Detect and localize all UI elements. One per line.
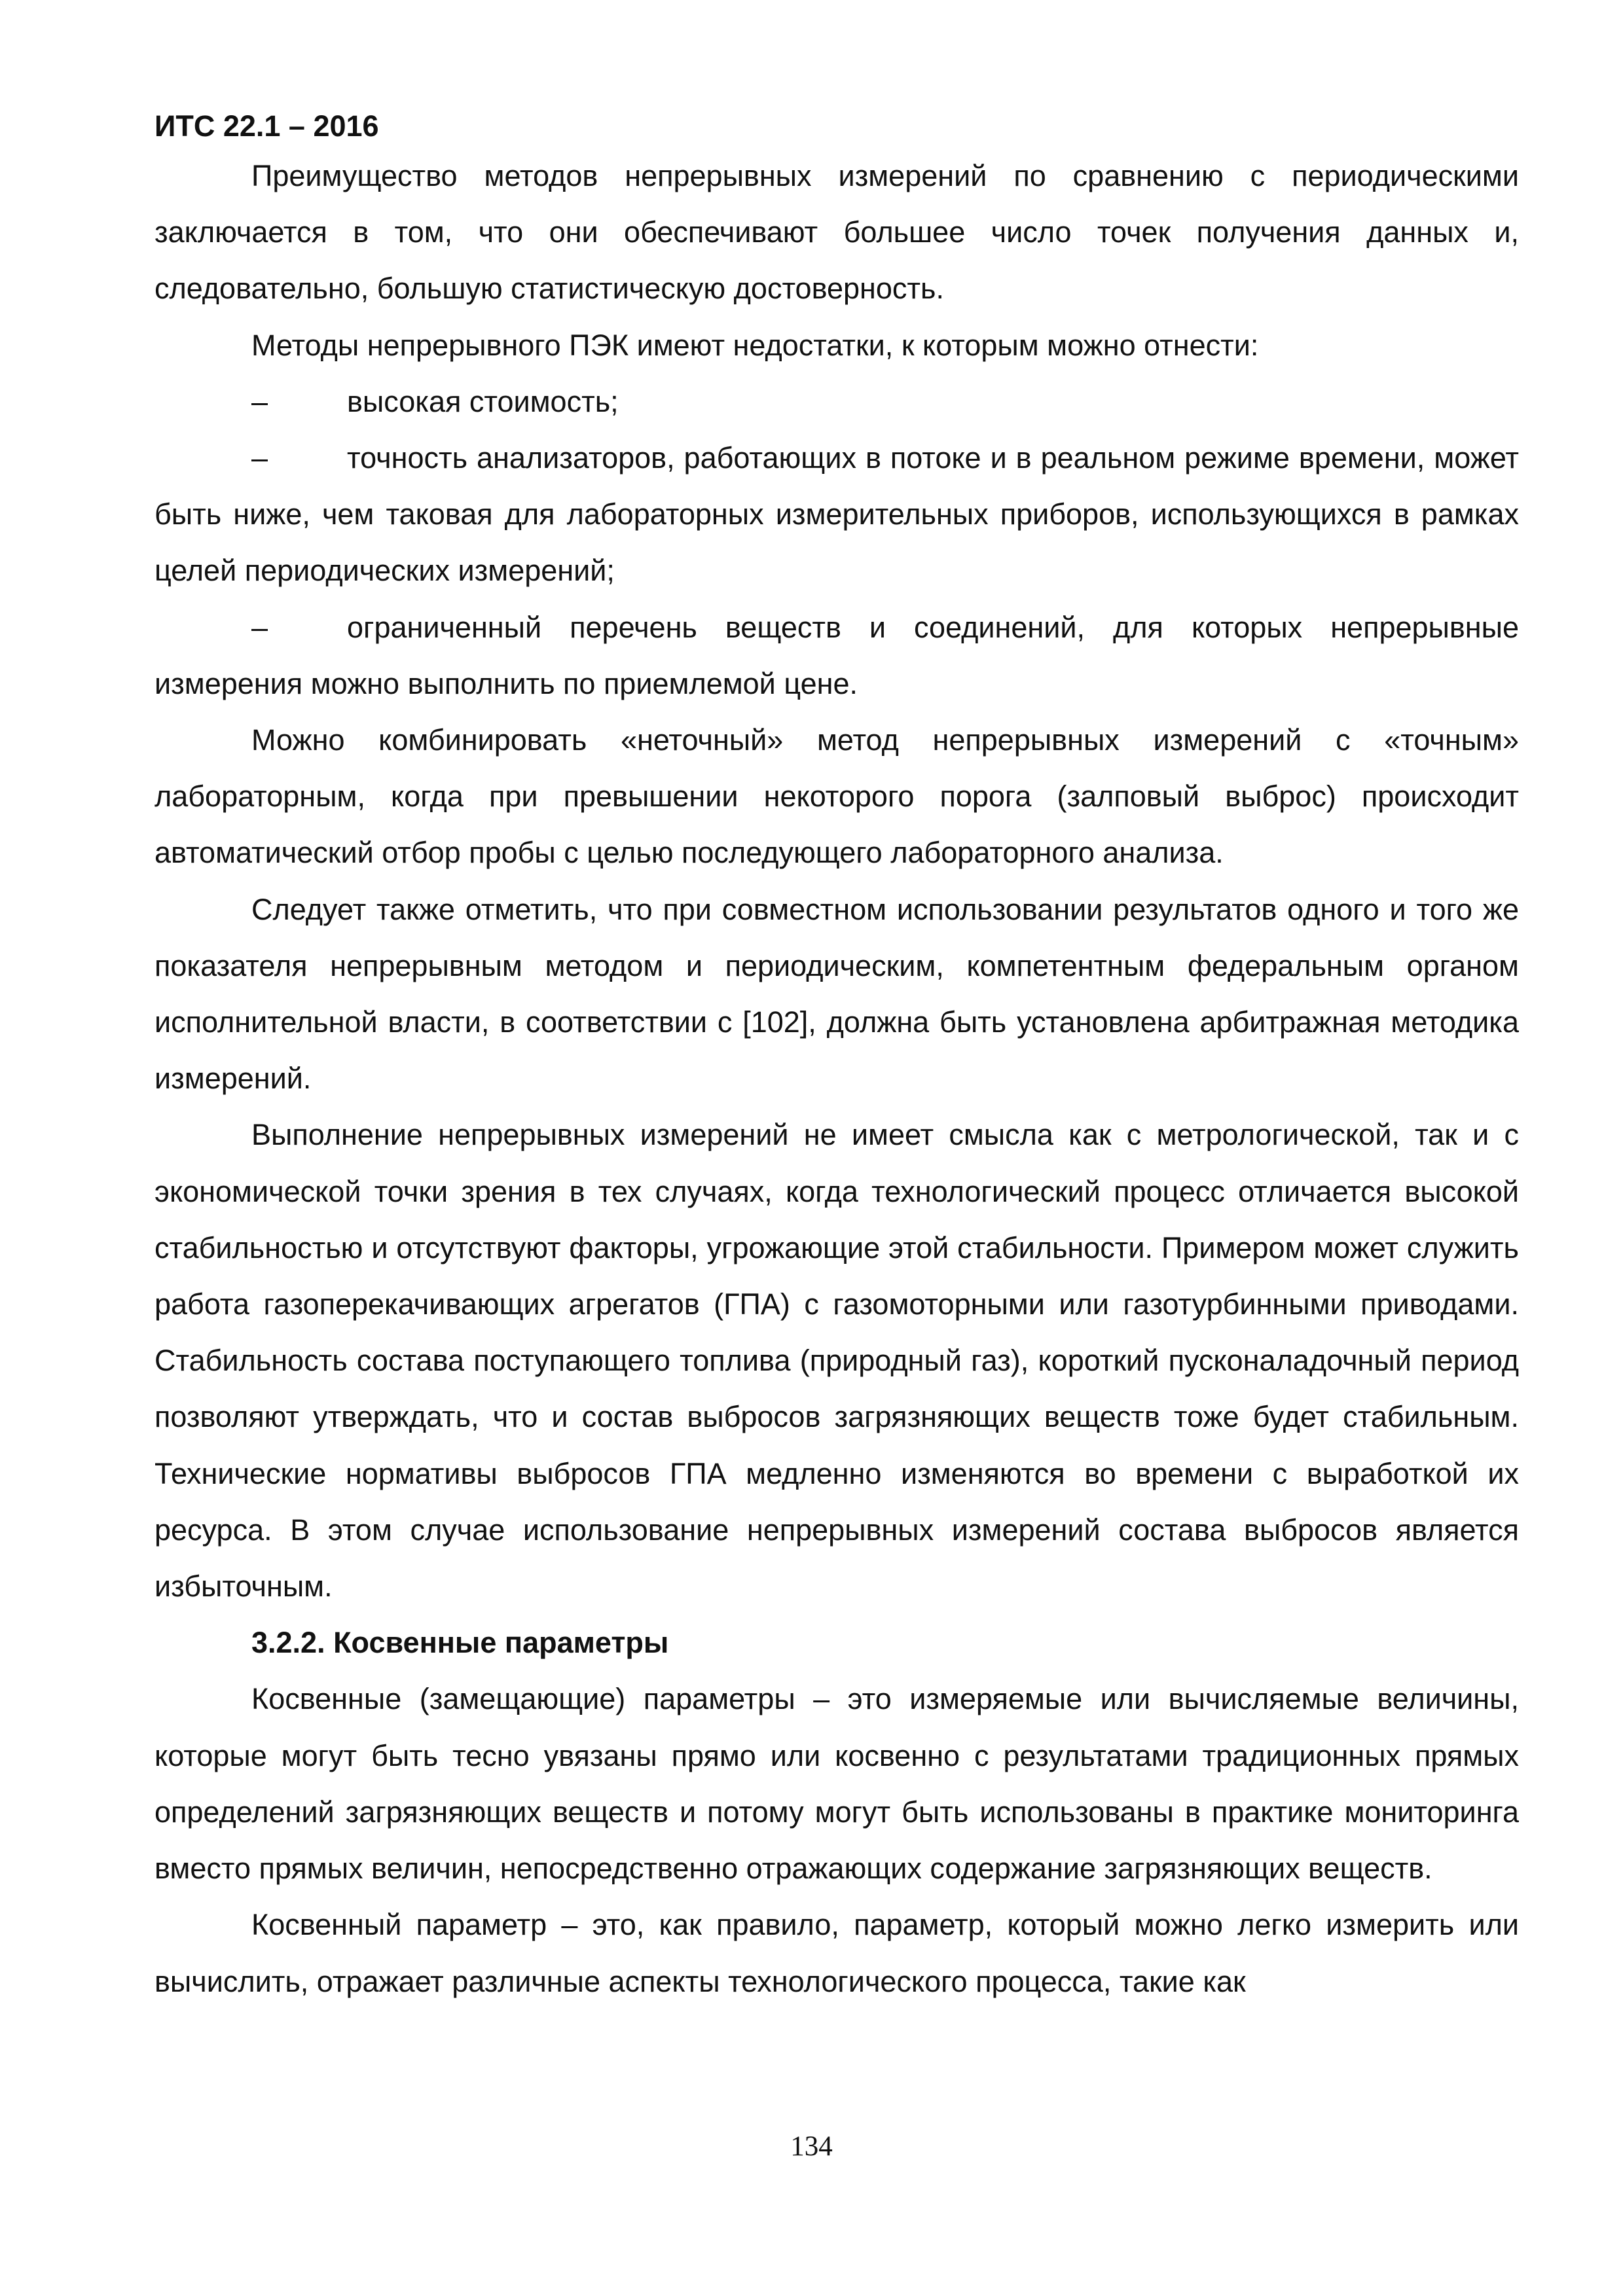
list-item-text: точность анализаторов, работающих в потоке и в реальном режиме времени, может быть ниже, чем таковая для лабораторных измерительных приборов, использующихся в рамках целей периодических измерений; <box>155 441 1519 588</box>
list-item <box>155 430 1519 600</box>
document-code: ИТС 22.1 – 2016 <box>155 109 379 143</box>
paragraph: Следует также отметить, что при совместном использовании результатов одного и того же показателя непрерывным методом и периодическим, компетентным федеральным органом исполнительной власти, в соответствии с [102], должна быть установлена арбитражная методика измерений. <box>155 892 1519 1096</box>
list-item-text: высокая стоимость; <box>347 384 619 418</box>
list-marker: – <box>251 384 268 418</box>
section-heading: 3.2.2. Косвенные параметры <box>251 1626 669 1660</box>
paragraph: Можно комбинировать «неточный» метод непрерывных измерений с «точным» лабораторным, когда при превышении некоторого порога (залповый выброс) происходит автоматический отбор пробы с целью последующего лабораторного анализа. <box>155 723 1519 870</box>
paragraph: Методы непрерывного ПЭК имеют недостатки, к которым можно отнести: <box>251 328 1259 362</box>
list-item-text: ограниченный перечень веществ и соединений, для которых непрерывные измерения можно выполнить по приемлемой цене. <box>155 610 1519 700</box>
list-marker: – <box>251 441 268 475</box>
list-item <box>155 600 1519 712</box>
paragraph: Косвенные (замещающие) параметры – это измеряемые или вычисляемые величины, которые могут быть тесно увязаны прямо или косвенно с результатами традиционных прямых определений загрязняющих веществ и потому могут быть использованы в практике мониторинга вместо прямых величин, непосредственно отражающих содержание загрязняющих веществ. <box>155 1682 1519 1886</box>
list-marker: – <box>251 610 268 644</box>
paragraph: Выполнение непрерывных измерений не имеет смысла как с метрологической, так и с экономической точки зрения в тех случаях, когда технологический процесс отличается высокой стабильностью и отсутствуют факторы, угрожающие этой стабильности. Примером может служить работа газоперекачивающих агрегатов (ГПА) с газомоторными или газотурбинными приводами. Стабильность состава поступающего топлива (природный газ), короткий пусконаладочный период позволяют утверждать, что и состав выбросов загрязняющих веществ тоже будет стабильным. Технические нормативы выбросов ГПА медленно изменяются во времени с выработкой их ресурса. В этом случае использование непрерывных измерений состава выбросов является избыточным. <box>155 1118 1519 1604</box>
page-number: 134 <box>790 2131 833 2162</box>
paragraph: Преимущество методов непрерывных измерений по сравнению с периодическими заключается в том, что они обеспечивают большее число точек получения данных и, следовательно, большую статистическую достоверность. <box>155 159 1519 306</box>
document-body <box>155 148 1519 2010</box>
list-item <box>155 374 1519 430</box>
paragraph: Косвенный параметр – это, как правило, параметр, который можно легко измерить или вычислить, отражает различные аспекты технологического процесса, такие как <box>155 1908 1519 1998</box>
